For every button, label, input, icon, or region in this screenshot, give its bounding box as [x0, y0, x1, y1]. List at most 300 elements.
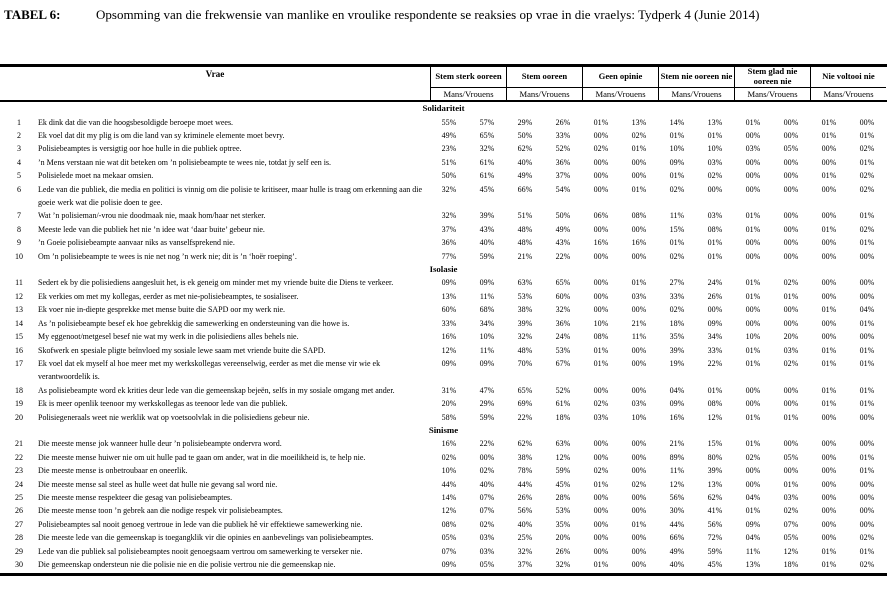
value-vrouens: 01%: [859, 238, 875, 248]
row-number: 28: [15, 533, 23, 543]
value-mans: 00%: [593, 291, 609, 301]
value-mans: 44%: [517, 479, 533, 489]
value-vrouens: 32%: [555, 305, 571, 315]
value-vrouens: 02%: [859, 533, 875, 543]
value-vrouens: 05%: [783, 452, 799, 462]
value-mans: 01%: [821, 560, 837, 570]
value-vrouens: 00%: [859, 412, 875, 422]
value-vrouens: 07%: [479, 493, 495, 503]
value-vrouens: 11%: [479, 345, 495, 355]
value-mans: 03%: [593, 412, 609, 422]
value-mans: 00%: [821, 291, 837, 301]
value-mans: 01%: [821, 399, 837, 409]
value-mans: 02%: [669, 305, 685, 315]
row-number: 14: [15, 318, 23, 328]
row-number: 2: [17, 130, 21, 140]
value-vrouens: 39%: [479, 211, 495, 221]
value-mans: 01%: [593, 560, 609, 570]
row-number: 4: [17, 157, 21, 167]
value-vrouens: 00%: [631, 506, 647, 516]
value-mans: 02%: [441, 452, 457, 462]
value-vrouens: 05%: [783, 533, 799, 543]
question-text: Lede van die publiek sal polisiebeamptes nooit genoegsaam vertrou om samewerking te verseker nie.: [38, 546, 363, 556]
value-vrouens: 01%: [859, 130, 875, 140]
value-vrouens: 26%: [555, 117, 571, 127]
value-mans: 29%: [517, 117, 533, 127]
table-row: [0, 545, 887, 558]
value-vrouens: 09%: [707, 318, 723, 328]
value-mans: 01%: [669, 171, 685, 181]
value-mans: 11%: [669, 466, 685, 476]
value-mans: 00%: [821, 479, 837, 489]
value-mans: 12%: [441, 506, 457, 516]
value-mans: 50%: [441, 171, 457, 181]
value-mans: 00%: [593, 224, 609, 234]
value-vrouens: 03%: [783, 345, 799, 355]
value-mans: 00%: [593, 546, 609, 556]
question-text: ’n Goeie polisiebeampte aanvaar niks as vanselfsprekend nie.: [38, 238, 235, 248]
value-mans: 01%: [745, 345, 761, 355]
value-vrouens: 02%: [859, 144, 875, 154]
value-mans: 09%: [669, 157, 685, 167]
value-mans: 44%: [441, 479, 457, 489]
header-column-title: Geen opinie: [583, 67, 658, 88]
value-vrouens: 02%: [859, 184, 875, 194]
value-vrouens: 18%: [783, 560, 799, 570]
value-vrouens: 68%: [479, 305, 495, 315]
value-mans: 53%: [517, 291, 533, 301]
value-mans: 12%: [441, 345, 457, 355]
value-mans: 49%: [669, 546, 685, 556]
value-vrouens: 01%: [859, 318, 875, 328]
value-mans: 19%: [669, 358, 685, 368]
value-mans: 16%: [441, 439, 457, 449]
value-mans: 21%: [517, 251, 533, 261]
value-mans: 09%: [441, 358, 457, 368]
value-vrouens: 00%: [631, 560, 647, 570]
value-mans: 00%: [593, 385, 609, 395]
value-mans: 10%: [441, 466, 457, 476]
value-vrouens: 10%: [479, 332, 495, 342]
value-vrouens: 08%: [707, 224, 723, 234]
value-mans: 01%: [821, 385, 837, 395]
header-column-sub: Mans/Vrouens: [823, 89, 874, 99]
table-row: [0, 451, 887, 464]
question-text: Ek voel dat ek myself al hoe meer met my werkskollegas vereenselwig, eerder as met die mense vir wie ek verantwoordelik is.: [38, 358, 381, 382]
value-vrouens: 40%: [479, 238, 495, 248]
table-row: [0, 478, 887, 491]
value-vrouens: 01%: [859, 466, 875, 476]
value-mans: 10%: [745, 332, 761, 342]
value-vrouens: 01%: [783, 291, 799, 301]
value-vrouens: 11%: [631, 332, 647, 342]
value-vrouens: 01%: [631, 184, 647, 194]
value-mans: 01%: [745, 278, 761, 288]
value-mans: 04%: [669, 385, 685, 395]
value-vrouens: 16%: [631, 238, 647, 248]
value-mans: 62%: [517, 439, 533, 449]
question-text: Sedert ek by die polisiediens aangesluit het, is ek geneig om minder met my vriende buite die Diens te verkeer.: [38, 278, 394, 288]
value-mans: 00%: [593, 533, 609, 543]
row-number: 9: [17, 238, 21, 248]
value-vrouens: 26%: [707, 291, 723, 301]
value-vrouens: 00%: [859, 332, 875, 342]
value-vrouens: 26%: [555, 546, 571, 556]
value-mans: 01%: [745, 358, 761, 368]
value-vrouens: 08%: [707, 399, 723, 409]
value-vrouens: 59%: [479, 412, 495, 422]
value-vrouens: 01%: [631, 144, 647, 154]
header-column-4: [734, 67, 810, 100]
value-mans: 00%: [593, 157, 609, 167]
value-mans: 15%: [669, 224, 685, 234]
value-mans: 02%: [669, 184, 685, 194]
value-mans: 31%: [441, 385, 457, 395]
value-mans: 01%: [745, 291, 761, 301]
value-vrouens: 49%: [555, 224, 571, 234]
value-vrouens: 39%: [707, 466, 723, 476]
question-text: Die meeste mense jok wanneer hulle deur ’n polisiebeampte ondervra word.: [38, 439, 282, 449]
value-mans: 62%: [517, 144, 533, 154]
value-mans: 33%: [441, 318, 457, 328]
value-vrouens: 00%: [783, 130, 799, 140]
value-mans: 01%: [745, 117, 761, 127]
value-vrouens: 00%: [479, 452, 495, 462]
value-mans: 00%: [821, 144, 837, 154]
value-vrouens: 03%: [707, 211, 723, 221]
row-number: 19: [15, 399, 23, 409]
header-column-sub: Mans/Vrouens: [443, 89, 494, 99]
value-vrouens: 36%: [555, 157, 571, 167]
value-vrouens: 24%: [707, 278, 723, 288]
value-mans: 39%: [517, 318, 533, 328]
value-mans: 78%: [517, 466, 533, 476]
value-mans: 37%: [517, 560, 533, 570]
value-vrouens: 21%: [631, 318, 647, 328]
value-vrouens: 00%: [631, 385, 647, 395]
value-vrouens: 61%: [479, 157, 495, 167]
value-mans: 23%: [441, 144, 457, 154]
value-vrouens: 54%: [555, 184, 571, 194]
value-mans: 37%: [441, 224, 457, 234]
value-vrouens: 57%: [479, 117, 495, 127]
question-text: Die meeste mense is onbetroubaar en oneerlik.: [38, 466, 188, 476]
question-text: Ek voer nie in-diepte gesprekke met mense buite die SAPD oor my werk nie.: [38, 305, 286, 315]
row-number: 29: [15, 546, 23, 556]
value-mans: 00%: [745, 157, 761, 167]
question-text: Polisiegeneraals weet nie werklik wat op voetsoolvlak in die polisiediens gebeur nie.: [38, 412, 310, 422]
table-row: [0, 437, 887, 450]
value-mans: 06%: [593, 211, 609, 221]
question-text: As ’n polisiebeampte besef ek hoe gebrekkig die samewerking en ondersteuning van die howe is.: [38, 318, 350, 328]
table-row: [0, 183, 887, 210]
value-mans: 18%: [669, 318, 685, 328]
value-mans: 04%: [745, 493, 761, 503]
value-vrouens: 62%: [707, 493, 723, 503]
table-row: [0, 116, 887, 129]
value-vrouens: 00%: [783, 171, 799, 181]
value-vrouens: 15%: [707, 439, 723, 449]
value-vrouens: 03%: [479, 546, 495, 556]
value-vrouens: 04%: [859, 305, 875, 315]
table-row: [0, 303, 887, 316]
value-vrouens: 02%: [479, 519, 495, 529]
value-mans: 01%: [745, 439, 761, 449]
value-mans: 08%: [593, 332, 609, 342]
value-vrouens: 33%: [555, 130, 571, 140]
value-mans: 01%: [593, 345, 609, 355]
value-vrouens: 00%: [631, 493, 647, 503]
value-vrouens: 05%: [783, 144, 799, 154]
value-mans: 60%: [441, 305, 457, 315]
value-mans: 35%: [669, 332, 685, 342]
value-mans: 14%: [441, 493, 457, 503]
row-number: 5: [17, 171, 21, 181]
value-mans: 02%: [593, 399, 609, 409]
value-mans: 09%: [441, 278, 457, 288]
value-mans: 00%: [821, 493, 837, 503]
table-caption-text: Opsomming van die frekwensie van manlike en vroulike respondente se reaksies op vrae in die vraelys: Tydperk 4 (Junie 2014): [96, 7, 760, 22]
value-vrouens: 00%: [859, 291, 875, 301]
header-column-5: [810, 67, 886, 100]
value-vrouens: 29%: [479, 399, 495, 409]
row-number: 27: [15, 519, 23, 529]
table-caption-label: TABEL 6:: [4, 7, 61, 22]
question-text: Die meeste mense sal steel as hulle weet dat hulle nie gevang sal word nie.: [38, 479, 278, 489]
value-vrouens: 09%: [479, 358, 495, 368]
section-header-sinisme: Sinisme: [428, 424, 459, 435]
value-vrouens: 01%: [707, 130, 723, 140]
row-number: 17: [15, 358, 23, 368]
value-mans: 01%: [745, 211, 761, 221]
value-vrouens: 40%: [479, 479, 495, 489]
row-number: 3: [17, 144, 21, 154]
row-number: 18: [15, 385, 23, 395]
value-vrouens: 45%: [479, 184, 495, 194]
value-mans: 40%: [517, 157, 533, 167]
table-row: [0, 504, 887, 517]
value-mans: 11%: [669, 211, 685, 221]
table-row: [0, 129, 887, 142]
value-mans: 12%: [669, 479, 685, 489]
value-mans: 01%: [745, 506, 761, 516]
value-mans: 32%: [441, 184, 457, 194]
value-vrouens: 22%: [707, 358, 723, 368]
table-row: [0, 384, 887, 397]
value-vrouens: 01%: [859, 452, 875, 462]
value-vrouens: 22%: [555, 251, 571, 261]
value-mans: 38%: [517, 305, 533, 315]
value-vrouens: 32%: [555, 560, 571, 570]
value-mans: 00%: [745, 184, 761, 194]
stat-columns: [430, 67, 886, 100]
value-vrouens: 00%: [859, 479, 875, 489]
value-vrouens: 02%: [479, 466, 495, 476]
value-mans: 22%: [517, 412, 533, 422]
table-row: [0, 558, 887, 571]
value-vrouens: 00%: [783, 184, 799, 194]
question-text: Skofwerk en spesiale pligte beïnvloed my sosiale lewe saam met vriende buite die SAPD.: [38, 345, 326, 355]
value-mans: 00%: [821, 251, 837, 261]
value-vrouens: 00%: [783, 238, 799, 248]
value-mans: 32%: [441, 211, 457, 221]
value-vrouens: 00%: [631, 358, 647, 368]
value-mans: 26%: [517, 493, 533, 503]
value-mans: 00%: [821, 332, 837, 342]
value-vrouens: 00%: [859, 439, 875, 449]
value-vrouens: 01%: [859, 358, 875, 368]
value-mans: 39%: [669, 345, 685, 355]
value-vrouens: 50%: [555, 211, 571, 221]
value-mans: 00%: [593, 439, 609, 449]
value-vrouens: 02%: [859, 171, 875, 181]
question-text: Polisielede moet na mekaar omsien.: [38, 171, 154, 181]
question-text: Die gemeenskap ondersteun nie die polisie nie en die polisie vertrou nie die gemeenskap nie.: [38, 560, 336, 570]
value-mans: 14%: [669, 117, 685, 127]
value-mans: 05%: [441, 533, 457, 543]
question-text: Die meeste mense toon ’n gebrek aan die nodige respek vir polisiebeamptes.: [38, 506, 283, 516]
header-column-0: [430, 67, 506, 100]
value-vrouens: 00%: [859, 117, 875, 127]
value-vrouens: 36%: [555, 318, 571, 328]
value-mans: 07%: [441, 546, 457, 556]
row-number: 13: [15, 305, 23, 315]
value-mans: 00%: [745, 385, 761, 395]
value-vrouens: 00%: [631, 452, 647, 462]
row-number: 22: [15, 452, 23, 462]
value-mans: 44%: [669, 519, 685, 529]
value-vrouens: 03%: [631, 291, 647, 301]
value-mans: 00%: [821, 506, 837, 516]
value-vrouens: 00%: [783, 466, 799, 476]
value-vrouens: 03%: [783, 493, 799, 503]
value-mans: 10%: [669, 144, 685, 154]
value-mans: 01%: [821, 358, 837, 368]
value-vrouens: 10%: [707, 144, 723, 154]
value-vrouens: 65%: [479, 130, 495, 140]
value-vrouens: 01%: [859, 385, 875, 395]
value-mans: 00%: [821, 466, 837, 476]
value-vrouens: 00%: [631, 546, 647, 556]
value-mans: 01%: [821, 130, 837, 140]
value-mans: 40%: [669, 560, 685, 570]
value-mans: 51%: [441, 157, 457, 167]
value-vrouens: 12%: [555, 452, 571, 462]
row-number: 1: [17, 117, 21, 127]
value-mans: 70%: [517, 358, 533, 368]
value-mans: 56%: [669, 493, 685, 503]
row-number: 15: [15, 332, 23, 342]
value-vrouens: 18%: [555, 412, 571, 422]
value-mans: 63%: [517, 278, 533, 288]
table-row: [0, 317, 887, 330]
value-mans: 09%: [441, 560, 457, 570]
question-text: As polisiebeampte word ek krities deur lede van die gemeenskap bejeën, selfs in my sosiale omgang met ander.: [38, 385, 395, 395]
value-mans: 00%: [821, 533, 837, 543]
value-vrouens: 00%: [707, 305, 723, 315]
table-row: [0, 169, 887, 182]
value-vrouens: 07%: [783, 519, 799, 529]
row-number: 25: [15, 493, 23, 503]
value-vrouens: 02%: [631, 479, 647, 489]
value-mans: 55%: [441, 117, 457, 127]
value-vrouens: 01%: [859, 546, 875, 556]
value-vrouens: 00%: [783, 224, 799, 234]
value-mans: 16%: [669, 412, 685, 422]
value-vrouens: 00%: [783, 399, 799, 409]
value-mans: 00%: [593, 493, 609, 503]
value-vrouens: 56%: [707, 519, 723, 529]
value-vrouens: 02%: [783, 358, 799, 368]
table-row: [0, 531, 887, 544]
question-text: Ek voel dat dit my plig is om die land van sy kriminele elemente moet bevry.: [38, 130, 285, 140]
value-vrouens: 01%: [859, 399, 875, 409]
value-vrouens: 01%: [631, 519, 647, 529]
value-mans: 08%: [441, 519, 457, 529]
value-vrouens: 00%: [631, 171, 647, 181]
value-mans: 00%: [593, 130, 609, 140]
value-vrouens: 00%: [783, 439, 799, 449]
row-number: 11: [15, 278, 23, 288]
value-vrouens: 01%: [783, 479, 799, 489]
value-vrouens: 09%: [479, 278, 495, 288]
value-vrouens: 07%: [479, 506, 495, 516]
value-vrouens: 60%: [555, 291, 571, 301]
value-vrouens: 61%: [555, 399, 571, 409]
value-vrouens: 20%: [555, 533, 571, 543]
value-vrouens: 00%: [631, 533, 647, 543]
value-vrouens: 00%: [783, 157, 799, 167]
table-row: [0, 357, 887, 384]
value-mans: 36%: [441, 238, 457, 248]
row-number: 12: [15, 291, 23, 301]
value-mans: 00%: [745, 238, 761, 248]
table-row: [0, 223, 887, 236]
value-mans: 01%: [745, 412, 761, 422]
header-column-title: Stem ooreen: [507, 67, 582, 88]
row-number: 30: [15, 560, 23, 570]
header-vrae: Vrae: [205, 69, 225, 79]
value-mans: 00%: [745, 318, 761, 328]
value-vrouens: 12%: [783, 546, 799, 556]
value-vrouens: 00%: [783, 211, 799, 221]
table-row: [0, 397, 887, 410]
value-mans: 00%: [593, 519, 609, 529]
value-vrouens: 00%: [631, 224, 647, 234]
value-vrouens: 43%: [479, 224, 495, 234]
header-column-sub: Mans/Vrouens: [519, 89, 570, 99]
value-mans: 00%: [593, 251, 609, 261]
value-mans: 20%: [441, 399, 457, 409]
header-column-3: [658, 67, 734, 100]
table-row: [0, 491, 887, 504]
value-mans: 01%: [821, 171, 837, 181]
value-mans: 01%: [669, 238, 685, 248]
value-vrouens: 72%: [707, 533, 723, 543]
header-column-sub: Mans/Vrouens: [747, 89, 798, 99]
value-mans: 00%: [821, 452, 837, 462]
value-vrouens: 00%: [859, 251, 875, 261]
value-mans: 00%: [821, 157, 837, 167]
value-mans: 09%: [745, 519, 761, 529]
value-mans: 13%: [441, 291, 457, 301]
value-mans: 50%: [517, 130, 533, 140]
value-vrouens: 33%: [707, 345, 723, 355]
section-header-isolasie: Isolasie: [429, 263, 458, 274]
header-column-2: [582, 67, 658, 100]
row-number: 6: [17, 184, 21, 194]
table-row: [0, 236, 887, 249]
